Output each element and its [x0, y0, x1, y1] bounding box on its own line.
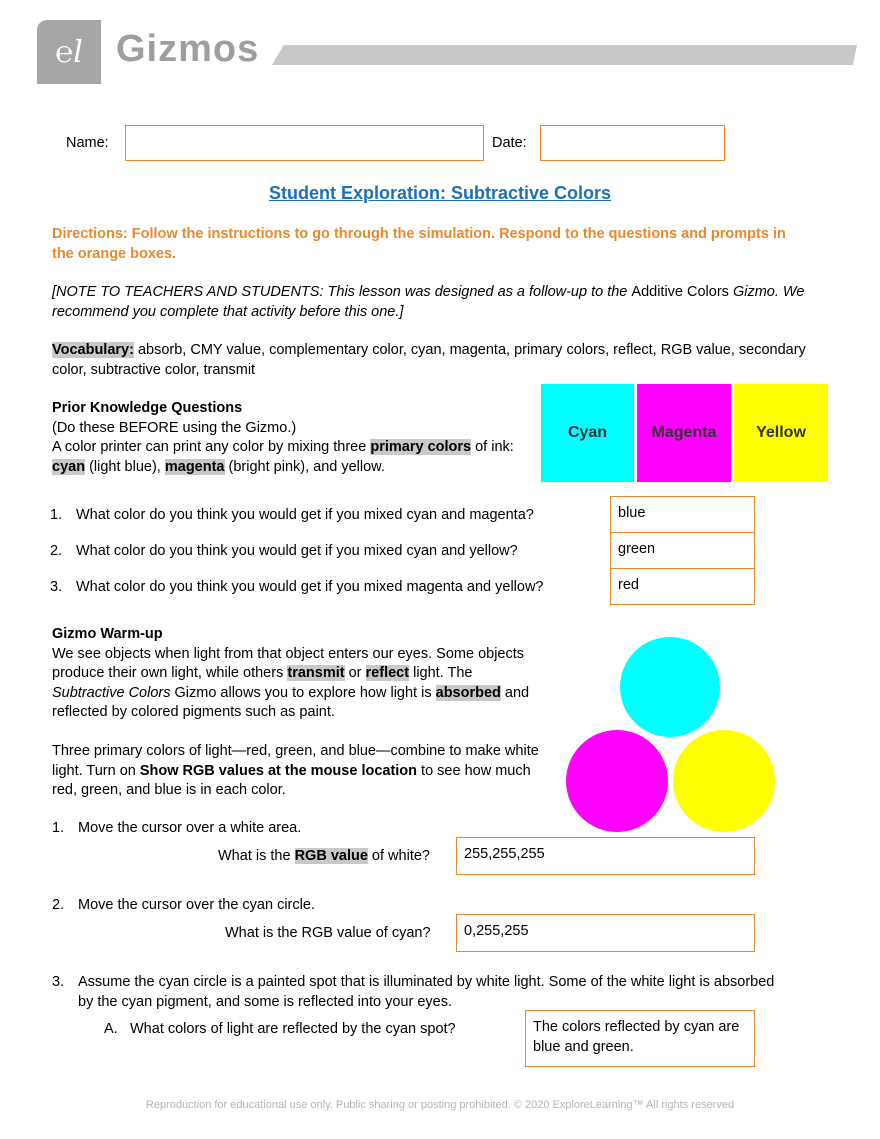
prior-subheading: (Do these BEFORE using the Gizmo.): [52, 419, 297, 436]
question-2: 2. What color do you think you would get if you mixed cyan and yellow?: [50, 543, 518, 559]
answer-3[interactable]: red: [610, 568, 755, 605]
step-2: 2. Move the cursor over the cyan circle.: [52, 897, 315, 913]
vocabulary: [52, 341, 822, 380]
question-1: 1. What color do you think you would get if you mixed cyan and magenta?: [50, 507, 534, 523]
footer: Reproduction for educational use only. Public sharing or posting prohibited. © 2020 ExploreLearning™ All rights reserved: [145, 1099, 735, 1111]
vocabulary-terms: absorb, CMY value, complementary color, cyan, magenta, primary colors, reflect, RGB value, secondary color, subtractive color, transmit: [52, 342, 806, 378]
question-3: 3. What color do you think you would get if you mixed magenta and yellow?: [50, 579, 544, 595]
directions: Directions: Follow the instructions to go through the simulation. Respond to the questions and prompts in the orange boxes.: [52, 226, 786, 262]
prior-knowledge: [52, 399, 537, 477]
step-3: 3. Assume the cyan circle is a painted spot that is illuminated by white light. Some of the white light is absorbed by the cyan pigment, and some is reflected into your eyes.: [52, 974, 775, 1010]
answer-1[interactable]: blue: [610, 496, 755, 533]
teacher-note: [52, 283, 812, 322]
gizmos-logo: [37, 20, 101, 84]
note-text-2: Additive Colors: [631, 284, 729, 300]
step-1-question: What is the RGB value of white?: [218, 848, 430, 864]
warmup-paragraph-2: Three primary colors of light—red, green, and blue—combine to make white light. Turn on Show RGB values at the mouse location to see how much red, green, and blue is in each color.: [52, 743, 539, 798]
prior-heading: Prior Knowledge Questions: [52, 400, 243, 416]
warmup-intro: [52, 625, 547, 801]
prior-text: A color printer can print any color by mixing three primary colors of ink: cyan (light blue), magenta (bright pink), and yellow.: [52, 439, 514, 475]
step-2-answer[interactable]: 0,255,255: [456, 914, 755, 952]
step-2-question: What is the RGB value of cyan?: [225, 925, 431, 941]
date-label: Date:: [492, 135, 527, 151]
name-field[interactable]: [125, 125, 484, 161]
date-field[interactable]: [540, 125, 725, 161]
yellow-circle: [673, 730, 775, 832]
step-1-answer[interactable]: 255,255,255: [456, 837, 755, 875]
note-text-3: Gizmo. We recommend you complete that activity before this one.]: [52, 284, 805, 320]
swatch-magenta: Magenta: [637, 384, 731, 482]
swatch-yellow: Yellow: [734, 384, 828, 482]
answer-2[interactable]: green: [610, 532, 755, 569]
step-3a-question: A. What colors of light are reflected by the cyan spot?: [104, 1021, 456, 1037]
cyan-circle: [620, 637, 720, 737]
logo-glyph: ℮l: [55, 34, 83, 70]
note-text-1: [NOTE TO TEACHERS AND STUDENTS: This lesson was designed as a follow-up to the: [52, 284, 632, 300]
header-bar: [272, 45, 857, 65]
step-3a-answer[interactable]: The colors reflected by cyan are blue and green.: [525, 1010, 755, 1067]
warmup-heading: Gizmo Warm-up: [52, 626, 163, 642]
vocabulary-label: Vocabulary:: [52, 342, 134, 358]
brand-name: Gizmos: [116, 28, 260, 70]
page-title[interactable]: Student Exploration: Subtractive Colors: [268, 183, 612, 203]
warmup-paragraph-1: We see objects when light from that object enters our eyes. Some objects produce their own light, while others transmit or reflect light. The Subtractive Colors Gizmo allows you to explore how light is absorbed and reflected by colored pigments such as paint.: [52, 645, 530, 720]
swatch-cyan: Cyan: [541, 384, 634, 482]
magenta-circle: [566, 730, 668, 832]
step-1: 1. Move the cursor over a white area.: [52, 820, 302, 836]
name-label: Name:: [66, 135, 109, 151]
